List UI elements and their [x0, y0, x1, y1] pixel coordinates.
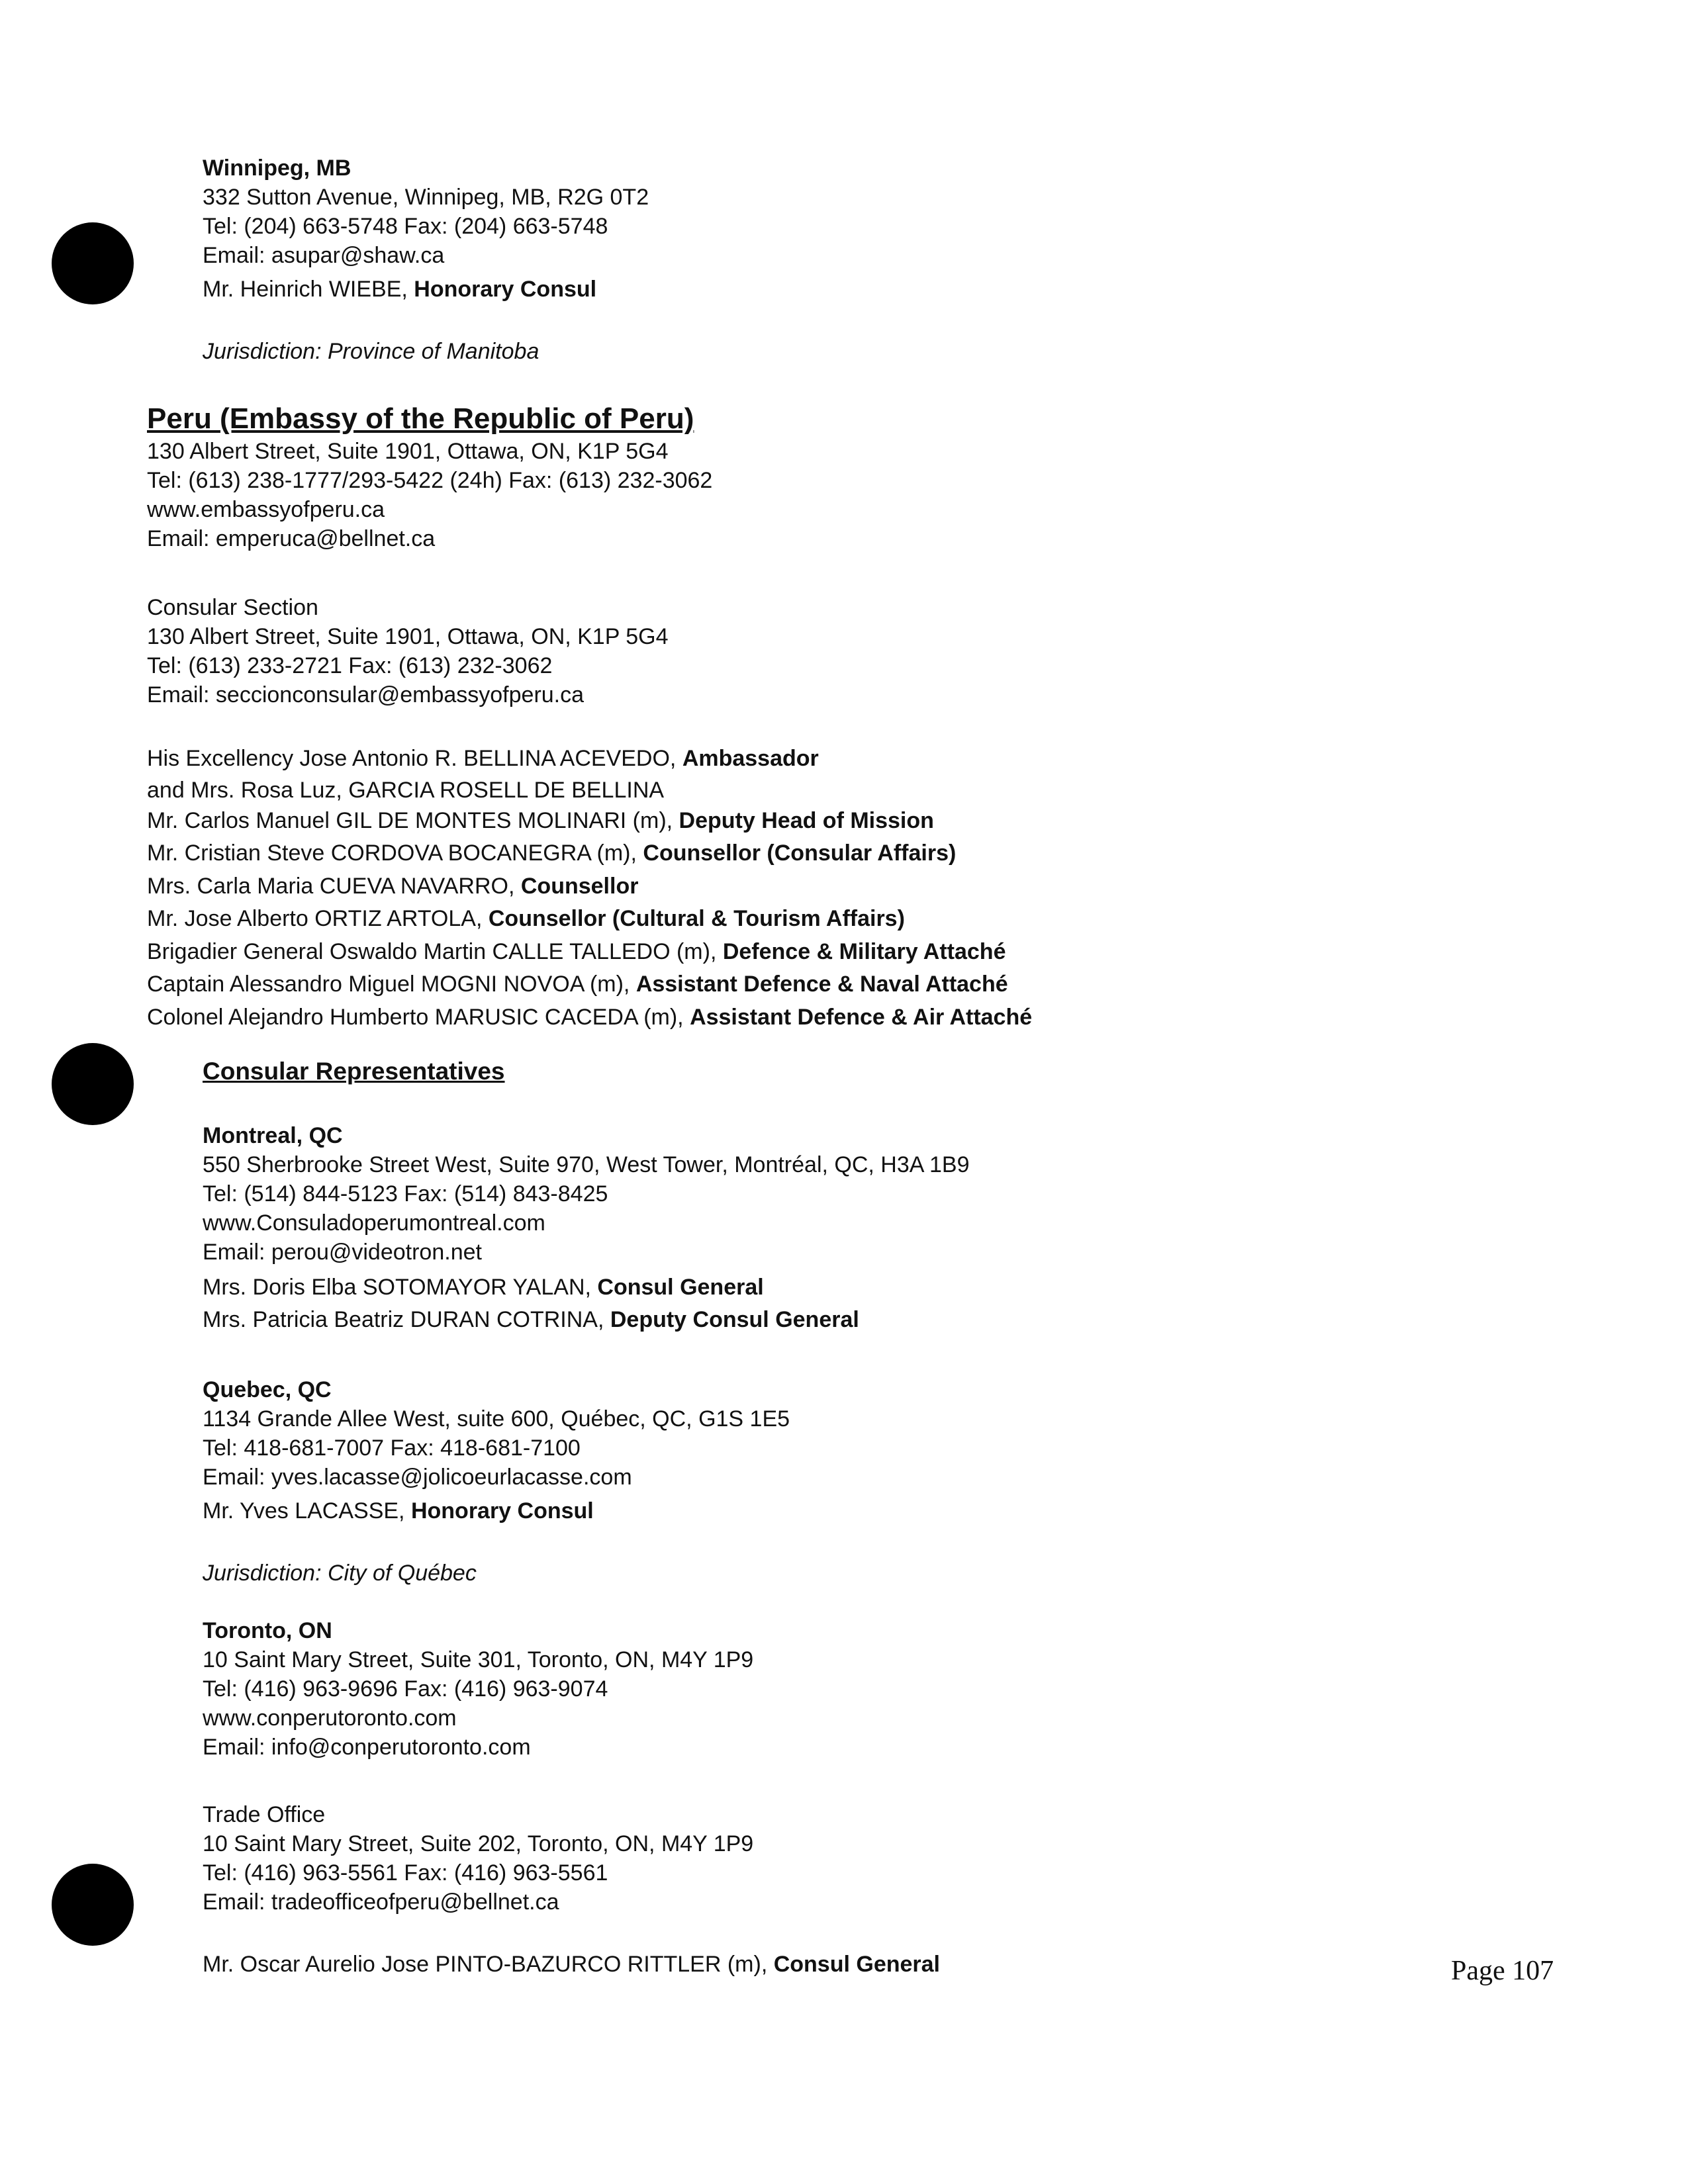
email: Email: seccionconsular@embassyofperu.ca — [147, 682, 585, 707]
address: 10 Saint Mary Street, Suite 202, Toronto, ON, M4Y 1P9 — [203, 1831, 754, 1856]
official-entry — [203, 1271, 970, 1304]
punch-hole-top — [52, 222, 134, 304]
address: 130 Albert Street, Suite 1901, Ottawa, ON, K1P 5G4 — [147, 439, 669, 464]
address: 130 Albert Street, Suite 1901, Ottawa, ON, K1P 5G4 — [147, 624, 669, 649]
staff-name: Mrs. Carla Maria CUEVA NAVARRO, — [147, 873, 521, 899]
staff-entry — [147, 903, 1032, 936]
staff-name: and Mrs. Rosa Luz, GARCIA ROSELL DE BELLINA — [147, 777, 665, 803]
city-heading: Montreal, QC — [203, 1123, 343, 1148]
embassy-block — [147, 401, 712, 553]
staff-name: Brigadier General Oswaldo Martin CALLE TALLEDO (m), — [147, 938, 723, 964]
official-title: Honorary Consul — [414, 277, 597, 302]
staff-name: Mr. Jose Alberto ORTIZ ARTOLA, — [147, 906, 489, 931]
phone-fax: Tel: (613) 238-1777/293-5422 (24h) Fax: (613) 232-3062 — [147, 468, 713, 493]
phone-fax: Tel: (514) 844-5123 Fax: (514) 843-8425 — [203, 1181, 608, 1206]
staff-entry — [147, 968, 1032, 1001]
address: 1134 Grande Allee West, suite 600, Québec, QC, G1S 1E5 — [203, 1406, 790, 1432]
address: 10 Saint Mary Street, Suite 301, Toronto, ON, M4Y 1P9 — [203, 1647, 754, 1672]
toronto-block — [203, 1616, 753, 1762]
staff-list — [147, 743, 1032, 1034]
official-title: Honorary Consul — [410, 1498, 594, 1524]
website: www.Consuladoperumontreal.com — [203, 1210, 545, 1236]
official-title: Deputy Consul General — [610, 1307, 859, 1332]
jurisdiction: Jurisdiction: Province of Manitoba — [203, 339, 539, 364]
quebec-block — [203, 1375, 790, 1588]
email: Email: yves.lacasse@jolicoeurlacasse.com — [203, 1465, 632, 1490]
staff-entry — [147, 870, 1032, 903]
email: Email: tradeofficeofperu@bellnet.ca — [203, 1889, 559, 1915]
punch-hole-middle — [52, 1043, 134, 1125]
staff-title: Counsellor (Consular Affairs) — [643, 841, 957, 866]
phone-fax: Tel: (613) 233-2721 Fax: (613) 232-3062 — [147, 653, 553, 678]
email: Email: asupar@shaw.ca — [203, 243, 445, 268]
website: www.conperutoronto.com — [203, 1706, 457, 1731]
staff-entry — [147, 936, 1032, 969]
official-entry — [203, 275, 649, 304]
address: 332 Sutton Avenue, Winnipeg, MB, R2G 0T2 — [203, 185, 649, 210]
jurisdiction: Jurisdiction: City of Québec — [203, 1561, 477, 1586]
staff-title: Assistant Defence & Air Attaché — [690, 1004, 1033, 1030]
punch-hole-bottom — [52, 1864, 134, 1946]
staff-name: Colonel Alejandro Humberto MARUSIC CACEDA (m), — [147, 1004, 690, 1030]
email: Email: emperuca@bellnet.ca — [147, 526, 436, 551]
staff-entry — [147, 776, 1032, 805]
consular-section-block — [147, 593, 669, 709]
staff-name: Captain Alessandro Miguel MOGNI NOVOA (m), — [147, 972, 636, 997]
email: Email: perou@videotron.net — [203, 1240, 482, 1265]
official-name: Mrs. Doris Elba SOTOMAYOR YALAN, — [203, 1275, 598, 1300]
page-number: Page 107 — [1451, 1956, 1554, 1986]
official-entry — [203, 1950, 940, 1979]
official-name: Mr. Yves LACASSE, — [203, 1498, 411, 1524]
staff-title: Counsellor — [520, 873, 639, 899]
official-name: Mrs. Patricia Beatriz DURAN COTRINA, — [203, 1307, 610, 1332]
staff-name: His Excellency Jose Antonio R. BELLINA ACEVEDO, — [147, 746, 682, 771]
staff-title: Deputy Head of Mission — [679, 807, 934, 833]
city-heading: Toronto, ON — [203, 1618, 332, 1643]
consular-reps-heading-block — [203, 1055, 505, 1088]
trade-office-block — [203, 1800, 940, 1979]
phone-fax: Tel: (204) 663-5748 Fax: (204) 663-5748 — [203, 214, 608, 239]
official-name: Mr. Heinrich WIEBE, — [203, 277, 414, 302]
montreal-block — [203, 1121, 970, 1336]
official-title: Consul General — [597, 1275, 764, 1300]
staff-name: Mr. Cristian Steve CORDOVA BOCANEGRA (m), — [147, 841, 643, 866]
consular-reps-heading: Consular Representatives — [203, 1058, 505, 1085]
official-name: Mr. Oscar Aurelio Jose PINTO-BAZURCO RITTLER (m), — [203, 1952, 774, 1977]
city-heading: Winnipeg, MB — [203, 156, 352, 181]
email: Email: info@conperutoronto.com — [203, 1735, 531, 1760]
address: 550 Sherbrooke Street West, Suite 970, West Tower, Montréal, QC, H3A 1B9 — [203, 1152, 970, 1177]
winnipeg-block — [203, 154, 649, 366]
staff-title: Assistant Defence & Naval Attaché — [635, 972, 1008, 997]
phone-fax: Tel: 418-681-7007 Fax: 418-681-7100 — [203, 1435, 581, 1461]
official-entry — [203, 1304, 970, 1336]
city-heading: Quebec, QC — [203, 1377, 332, 1402]
staff-entry — [147, 805, 1032, 838]
section-label: Consular Section — [147, 595, 318, 620]
staff-entry — [147, 1001, 1032, 1034]
country-heading: Peru (Embassy of the Republic of Peru) — [147, 402, 694, 435]
staff-title: Counsellor (Cultural & Tourism Affairs) — [488, 906, 905, 931]
staff-title: Defence & Military Attaché — [722, 938, 1006, 964]
staff-entry — [147, 837, 1032, 870]
staff-name: Mr. Carlos Manuel GIL DE MONTES MOLINARI (m), — [147, 807, 679, 833]
section-label: Trade Office — [203, 1802, 326, 1827]
phone-fax: Tel: (416) 963-5561 Fax: (416) 963-5561 — [203, 1860, 608, 1886]
official-entry — [203, 1496, 790, 1525]
website: www.embassyofperu.ca — [147, 497, 385, 522]
staff-title: Ambassador — [682, 746, 819, 771]
phone-fax: Tel: (416) 963-9696 Fax: (416) 963-9074 — [203, 1676, 608, 1702]
official-title: Consul General — [773, 1952, 940, 1977]
staff-entry — [147, 743, 1032, 776]
